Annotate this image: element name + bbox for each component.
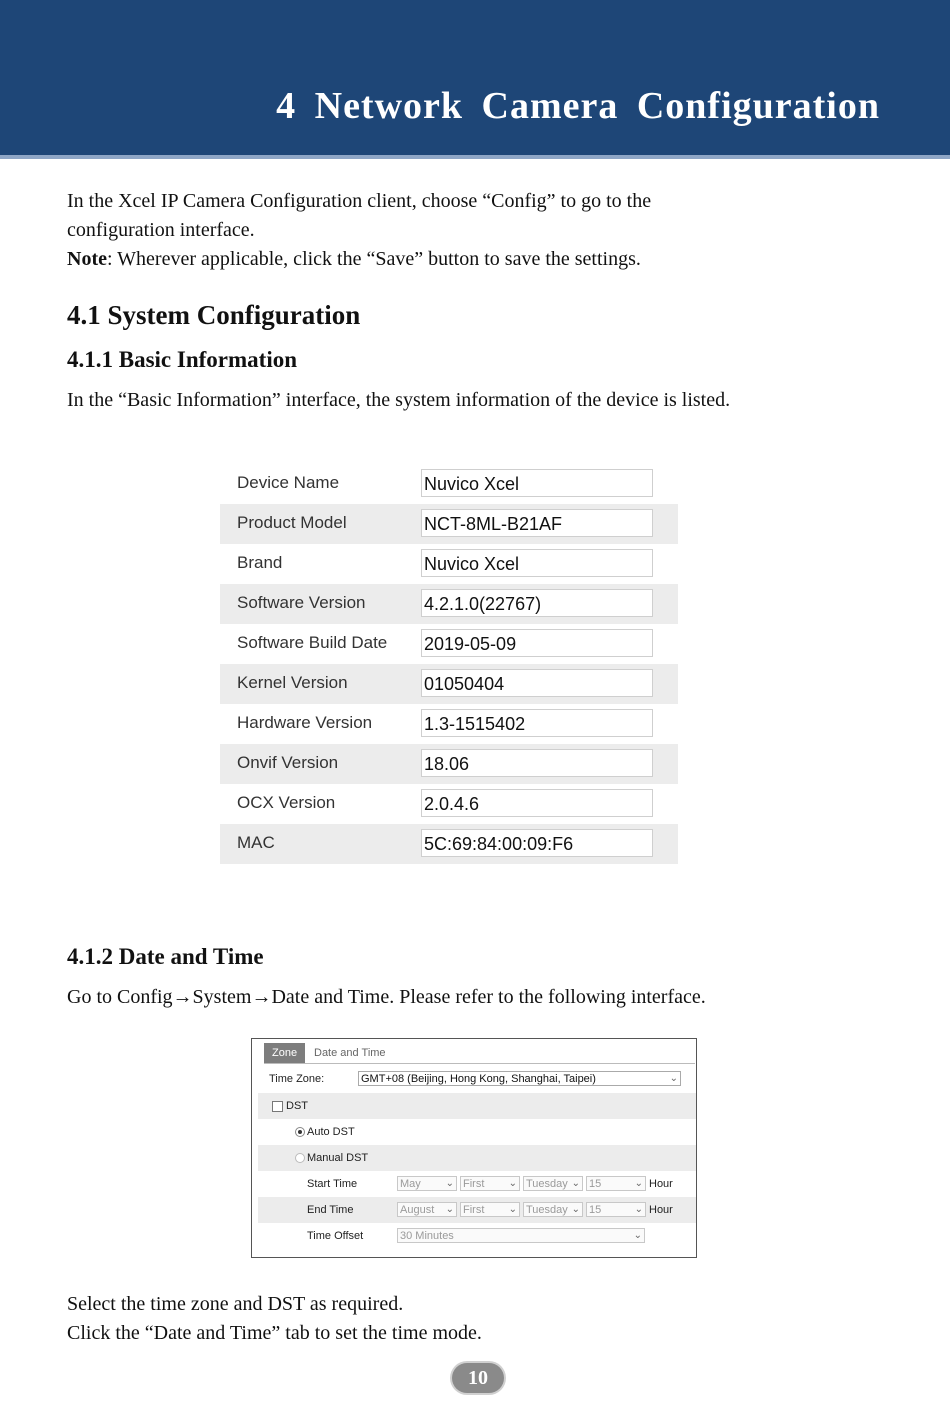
time-offset-row — [258, 1223, 696, 1249]
closing-paragraph — [67, 1290, 482, 1348]
dst-checkbox[interactable] — [272, 1101, 283, 1112]
auto-dst-radio[interactable] — [295, 1127, 305, 1137]
time-zone-row — [258, 1066, 696, 1092]
info-row-brand — [220, 544, 678, 584]
device-name-field[interactable]: Nuvico Xcel — [421, 469, 653, 497]
date-time-description: Go to Config→System→Date and Time. Please refer to the following interface. — [67, 986, 706, 1008]
onvif-version-field[interactable]: 18.06 — [421, 749, 653, 777]
end-week-value: First — [463, 1204, 485, 1216]
time-zone-value: GMT+08 (Beijing, Hong Kong, Shanghai, Taipei) — [361, 1073, 596, 1085]
info-label: Device Name — [237, 473, 340, 492]
basic-info-table — [220, 464, 678, 864]
chevron-down-icon: ⌄ — [508, 1178, 517, 1189]
info-label: OCX Version — [237, 793, 336, 812]
end-month-value: August — [400, 1204, 435, 1216]
date-time-tabs — [264, 1043, 695, 1064]
note-label: Note — [67, 248, 107, 270]
tab-zone[interactable]: Zone — [264, 1043, 305, 1063]
time-offset-label: Time Offset — [307, 1230, 364, 1242]
note-line — [67, 245, 651, 274]
manual-dst-label: Manual DST — [307, 1152, 369, 1164]
chapter-banner — [0, 0, 950, 155]
chevron-down-icon: ⌄ — [445, 1178, 454, 1189]
tab-date-and-time[interactable]: Date and Time — [314, 1047, 386, 1059]
dst-label: DST — [286, 1100, 308, 1112]
time-offset-value: 30 Minutes — [400, 1230, 454, 1242]
info-row-onvif-version — [220, 744, 678, 784]
start-day-select[interactable] — [523, 1176, 583, 1191]
section-heading-4-1: 4.1 System Configuration — [67, 300, 361, 330]
info-label: Onvif Version — [237, 753, 339, 772]
chevron-down-icon: ⌄ — [508, 1204, 517, 1215]
info-row-kernel-version — [220, 664, 678, 704]
info-label: Hardware Version — [237, 713, 373, 732]
start-hour-value: 15 — [589, 1178, 602, 1190]
chevron-down-icon: ⌄ — [571, 1204, 580, 1215]
intro-line-2: configuration interface. — [67, 219, 255, 241]
end-month-select[interactable] — [397, 1202, 457, 1217]
start-month-value: May — [400, 1178, 421, 1190]
software-build-date-field[interactable]: 2019-05-09 — [421, 629, 653, 657]
hour-label: Hour — [649, 1204, 673, 1216]
end-time-row — [258, 1197, 696, 1223]
end-day-value: Tuesday — [526, 1204, 568, 1216]
end-week-select[interactable] — [460, 1202, 520, 1217]
start-month-select[interactable] — [397, 1176, 457, 1191]
info-row-product-model — [220, 504, 678, 544]
section-heading-4-1-2: 4.1.2 Date and Time — [67, 944, 264, 969]
closing-line-1: Select the time zone and DST as required. — [67, 1293, 404, 1315]
basic-info-description: In the “Basic Information” interface, the system information of the device is listed. — [67, 389, 731, 411]
chevron-down-icon: ⌄ — [634, 1178, 643, 1189]
info-row-mac — [220, 824, 678, 864]
start-time-label: Start Time — [307, 1178, 358, 1190]
product-model-field[interactable]: NCT-8ML-B21AF — [421, 509, 653, 537]
info-label: Product Model — [237, 513, 347, 532]
manual-dst-radio[interactable] — [295, 1153, 305, 1163]
info-row-ocx-version — [220, 784, 678, 824]
section-heading-4-1-1: 4.1.1 Basic Information — [67, 347, 297, 372]
info-row-software-version — [220, 584, 678, 624]
auto-dst-row — [258, 1119, 696, 1145]
date-time-panel — [251, 1038, 697, 1258]
ocx-version-field[interactable]: 2.0.4.6 — [421, 789, 653, 817]
info-label: Brand — [237, 553, 283, 572]
start-week-select[interactable] — [460, 1176, 520, 1191]
start-hour-select[interactable] — [586, 1176, 646, 1191]
dst-row — [258, 1093, 696, 1119]
banner-divider — [0, 155, 950, 159]
end-hour-select[interactable] — [586, 1202, 646, 1217]
info-label: Software Build Date — [237, 633, 388, 652]
hardware-version-field[interactable]: 1.3-1515402 — [421, 709, 653, 737]
kernel-version-field[interactable]: 01050404 — [421, 669, 653, 697]
chevron-down-icon: ⌄ — [634, 1204, 643, 1215]
time-zone-select[interactable] — [358, 1071, 681, 1086]
mac-field[interactable]: 5C:69:84:00:09:F6 — [421, 829, 653, 857]
info-row-software-build-date — [220, 624, 678, 664]
intro-line-1: In the Xcel IP Camera Configuration client, choose “Config” to go to the — [67, 190, 652, 212]
intro-paragraph — [67, 187, 651, 274]
auto-dst-label: Auto DST — [307, 1126, 355, 1138]
start-week-value: First — [463, 1178, 485, 1190]
start-time-row — [258, 1171, 696, 1197]
closing-line-2: Click the “Date and Time” tab to set the time mode. — [67, 1322, 482, 1344]
chevron-down-icon: ⌄ — [633, 1230, 642, 1241]
chevron-down-icon: ⌄ — [669, 1073, 678, 1084]
time-offset-select[interactable] — [397, 1228, 645, 1243]
software-version-field[interactable]: 4.2.1.0(22767) — [421, 589, 653, 617]
info-label: Software Version — [237, 593, 366, 612]
time-zone-label: Time Zone: — [269, 1073, 325, 1085]
start-day-value: Tuesday — [526, 1178, 568, 1190]
end-hour-value: 15 — [589, 1204, 602, 1216]
info-row-device-name — [220, 464, 678, 504]
info-row-hardware-version — [220, 704, 678, 744]
hour-label: Hour — [649, 1178, 673, 1190]
end-time-label: End Time — [307, 1204, 354, 1216]
chevron-down-icon: ⌄ — [445, 1204, 454, 1215]
end-day-select[interactable] — [523, 1202, 583, 1217]
page-number: 10 — [452, 1363, 504, 1393]
brand-field[interactable]: Nuvico Xcel — [421, 549, 653, 577]
info-label: Kernel Version — [237, 673, 348, 692]
chevron-down-icon: ⌄ — [571, 1178, 580, 1189]
info-label: MAC — [237, 833, 275, 852]
note-text: : Wherever applicable, click the “Save” button to save the settings. — [106, 248, 641, 270]
chapter-title: 4 Network Camera Configuration — [276, 85, 880, 127]
manual-dst-row — [258, 1145, 696, 1171]
